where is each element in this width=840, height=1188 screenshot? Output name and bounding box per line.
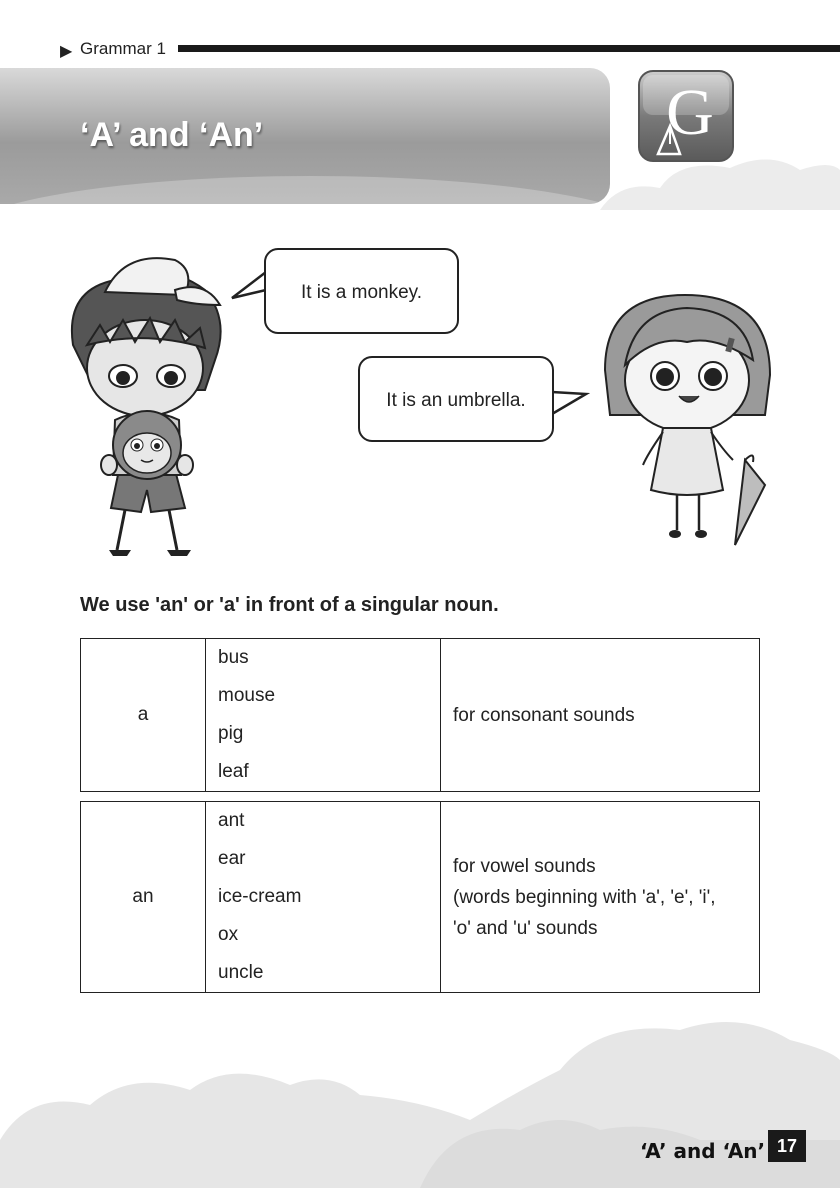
article-cell: an: [81, 802, 206, 993]
example-word: uncle: [218, 962, 264, 983]
example-word: ice-cream: [218, 886, 302, 907]
example-word: bus: [218, 647, 249, 668]
rule-statement: We use 'an' or 'a' in front of a singular noun.: [80, 594, 499, 616]
cloud-decoration: [600, 150, 840, 210]
title-banner: [0, 68, 610, 204]
boy-with-monkey-illustration: [55, 250, 235, 565]
boy-speech-bubble: It is a monkey.: [264, 248, 459, 334]
example-word: leaf: [218, 761, 249, 782]
usage-rule-line: for consonant sounds: [453, 704, 635, 726]
play-arrow-icon: ▶: [60, 43, 73, 60]
example-word: ant: [218, 810, 245, 831]
girl-speech-bubble: It is an umbrella.: [358, 356, 554, 442]
speech-tail: [550, 384, 590, 424]
example-word: ox: [218, 924, 239, 945]
page-number: 17: [768, 1130, 806, 1162]
example-word: ear: [218, 848, 246, 869]
example-words-cell: [206, 802, 441, 993]
article-an-table: [80, 801, 760, 993]
example-word: pig: [218, 723, 244, 744]
usage-rule-cell: [441, 802, 760, 993]
girl-with-umbrella-illustration: [595, 290, 780, 555]
article-cell: a: [81, 639, 206, 792]
example-words-cell: [206, 639, 441, 792]
breadcrumb: [60, 38, 840, 62]
usage-rule-line: (words beginning with 'a', 'e', 'i',: [453, 886, 716, 908]
usage-rule-cell: [441, 639, 760, 792]
header-rule: [178, 45, 840, 52]
usage-rule-line: 'o' and 'u' sounds: [453, 917, 598, 939]
example-word: mouse: [218, 685, 276, 706]
page-title: ‘A’ and ‘An’: [80, 116, 264, 154]
footer-title: ‘A’ and ‘An’: [640, 1139, 766, 1163]
usage-rule-line: for vowel sounds: [453, 855, 596, 877]
breadcrumb-label: Grammar 1: [80, 39, 166, 58]
svg-text:G: G: [666, 76, 714, 149]
article-a-table: [80, 638, 760, 792]
